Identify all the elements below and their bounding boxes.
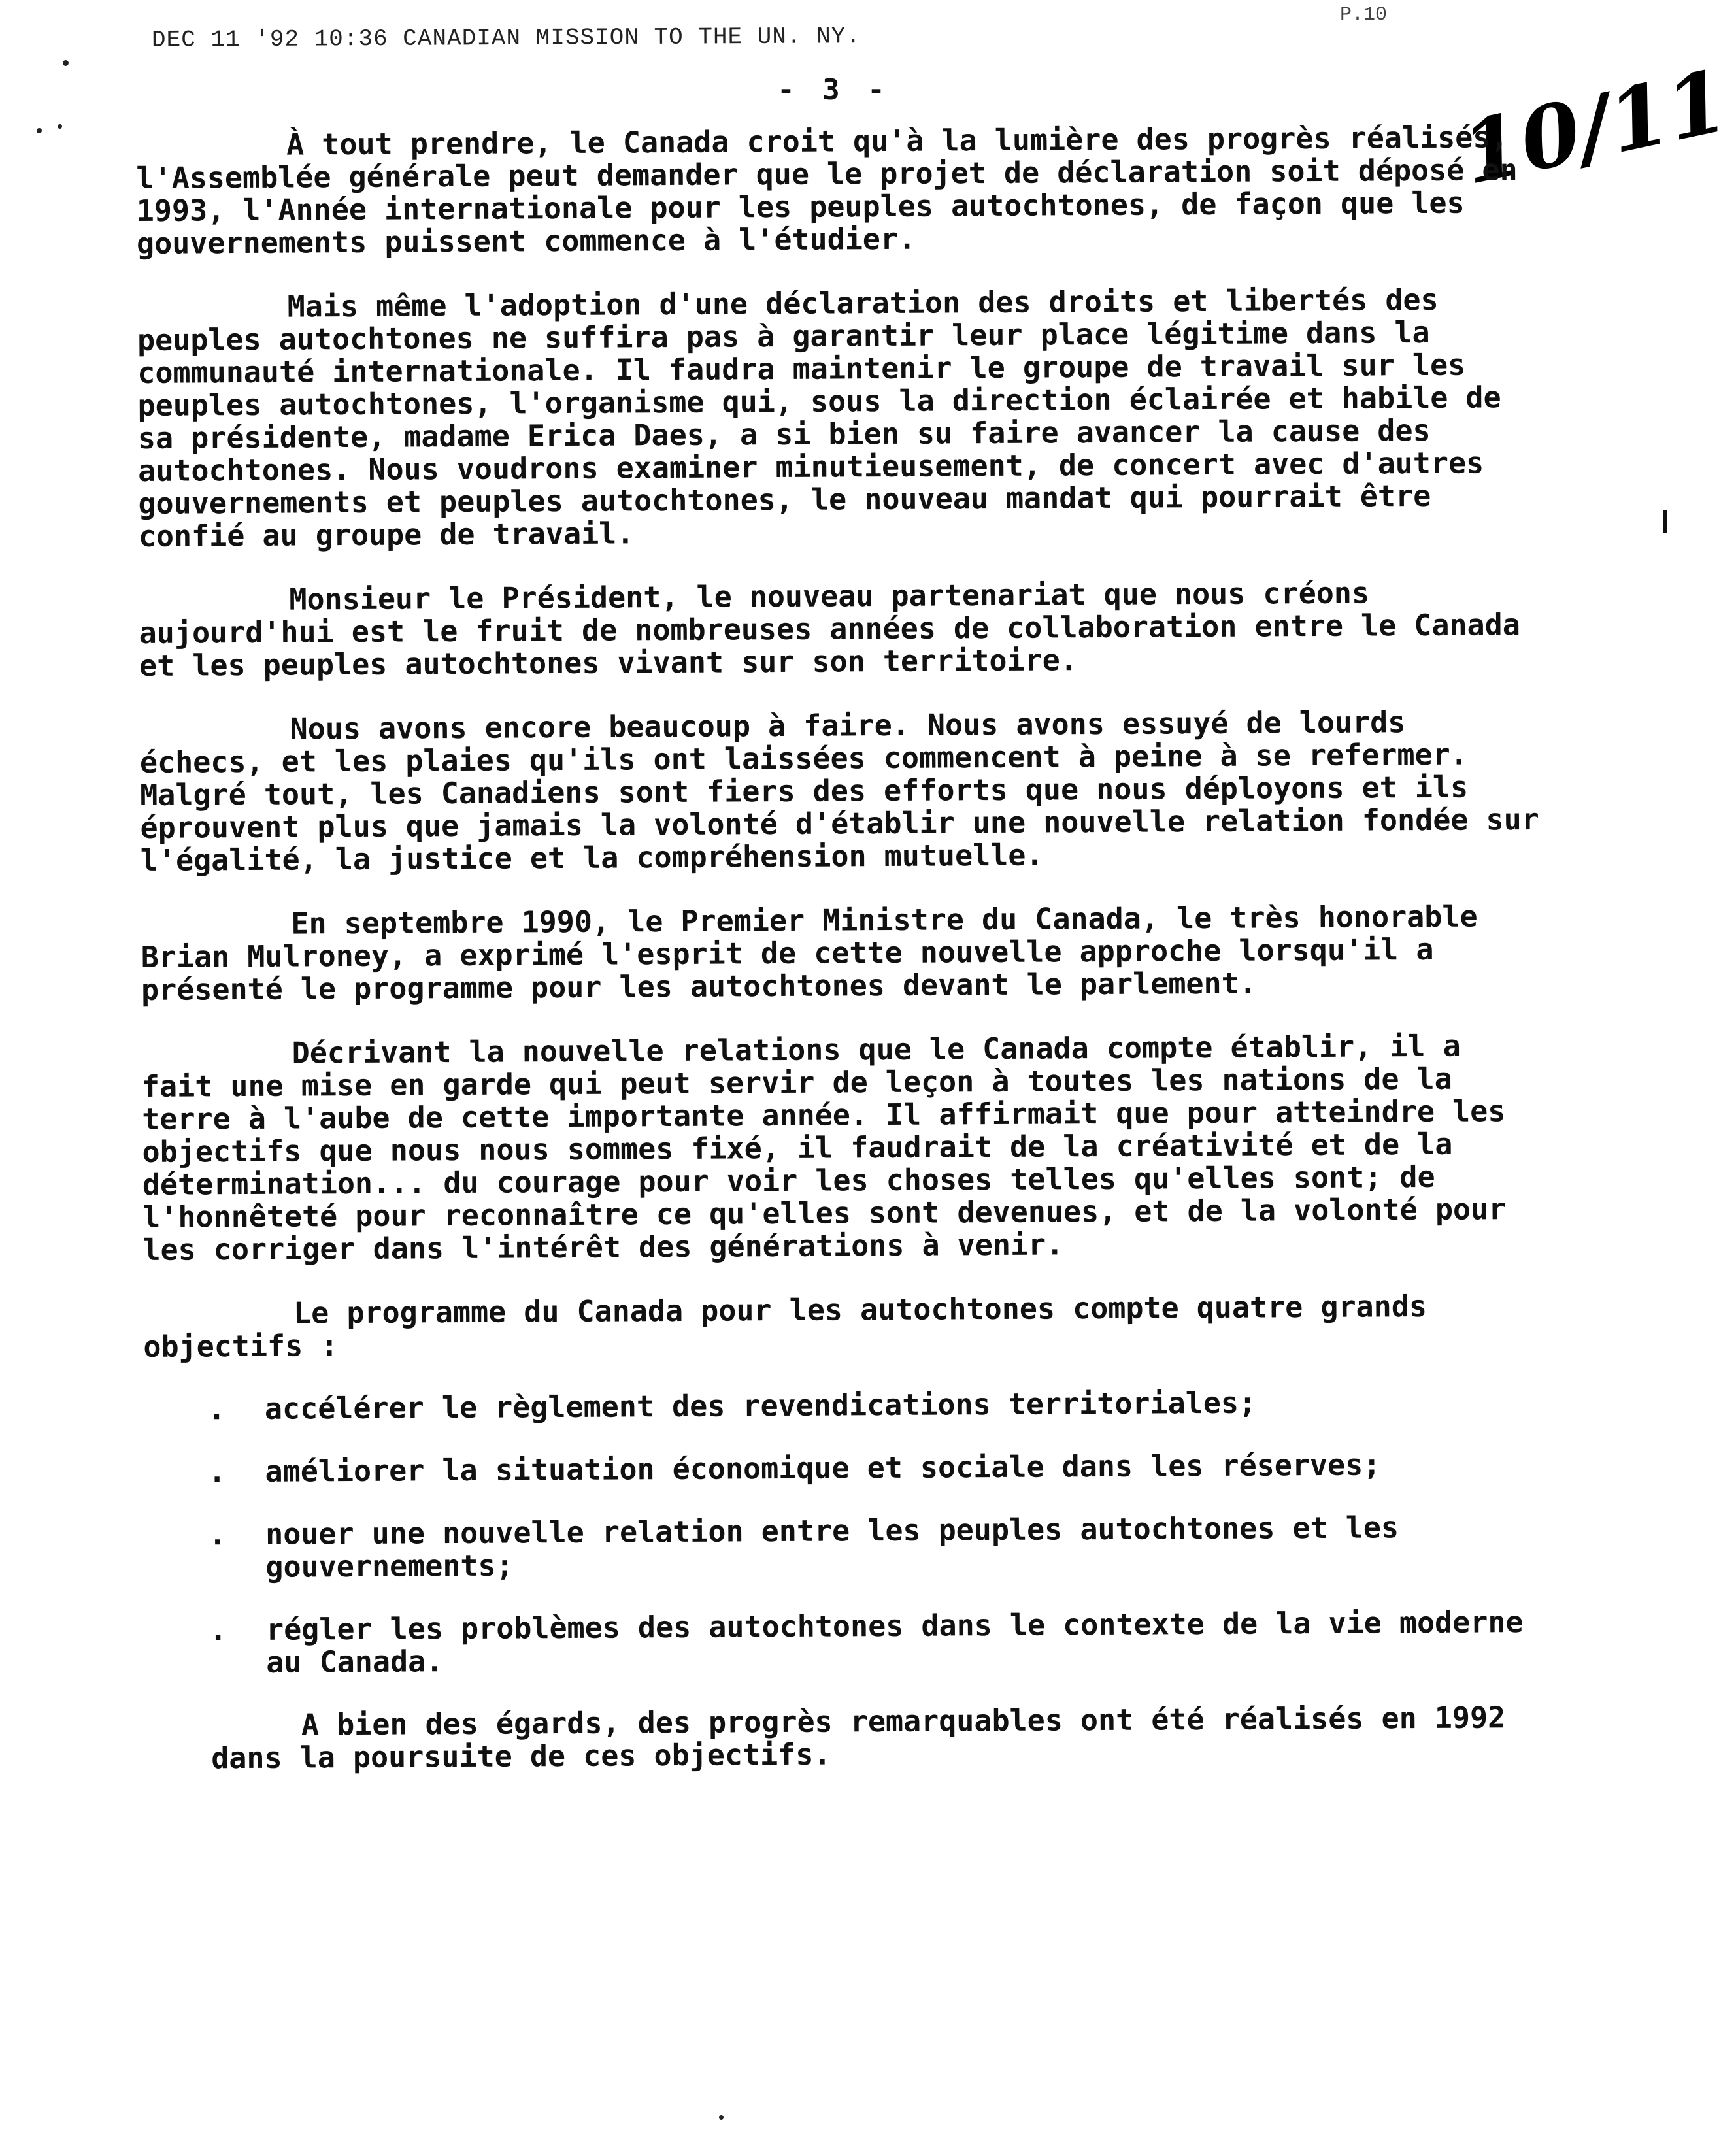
scan-speck — [63, 60, 69, 66]
paragraph-3: Monsieur le Président, le nouveau partenariat que nous créons aujourd'hui est le fruit de nombreuses années de collaboration entre le Canada et les peuples autochtones vivant sur son territoire. — [139, 575, 1521, 683]
objective-item: . accélérer le règlement des revendications territoriales; — [144, 1385, 1549, 1426]
scan-speck — [58, 124, 62, 129]
page-number: - 3 - — [777, 73, 890, 107]
scan-speck — [719, 2115, 724, 2120]
handwritten-page-mark: 10/11 — [1453, 50, 1736, 204]
paragraph-5: En septembre 1990, le Premier Ministre du Canada, le très honorable Brian Mulroney, a exprimé l'esprit de cette nouvelle approche lorsqu'il a présenté le programme pour les autochtones devant le parlement. — [141, 899, 1478, 1007]
paragraph-2: Mais même l'adoption d'une déclaration des droits et libertés des peuples autochtones ne suffira pas à garantir leur place légitime dans la communauté internationale. Il faudra maintenir le groupe de travail sur les peuples autochtones, l'organisme qui, sous la direction éclairée et habile de sa présidente, madame Erica Daes, a si bien su faire avancer la cause des autochtones. Nous voudrons examiner minutieusement, de concert avec d'autres gouvernements et peuples autochtones, le nouveau mandat qui pourrait être confié au groupe de travail. — [137, 282, 1501, 554]
document-body — [136, 121, 1552, 1806]
paragraph-4: Nous avons encore beaucoup à faire. Nous avons essuyé de lourds échecs, et les plaies qu'ils ont laissées commencent à peine à se refermer. Malgré tout, les Canadiens sont fiers des efforts que nous déployons et ils éprouvent plus que jamais la volonté d'établir une nouvelle relation fondée sur l'égalité, la justice et la compréhension mutuelle. — [139, 705, 1539, 878]
closing-paragraph: A bien des égards, des progrès remarquables ont été réalisés en 1992 dans la poursuite de ces objectifs. — [211, 1700, 1506, 1776]
objectives-list — [144, 1385, 1551, 1680]
scan-speck — [37, 128, 42, 133]
paragraph-7: Le programme du Canada pour les autochtones compte quatre grands objectifs : — [143, 1288, 1427, 1364]
objective-item: . régler les problèmes des autochtones dans le contexte de la vie moderne au Canada. — [145, 1606, 1551, 1680]
paragraph-6: Décrivant la nouvelle relations que le Canada compte établir, il a fait une mise en garde qui peut servir de leçon à toutes les nations de la terre à l'aube de cette importante année. Il affirmait que pour atteindre les objectifs que nous nous sommes fixé, il faudrait de la créativité et de la détermination... du courage pour voir les choses telles qu'elles sont; de l'honnêteté pour reconnaître ce qu'elles sont devenues, et de la volonté pour les corriger dans l'intérêt des générations à venir. — [141, 1028, 1507, 1267]
objective-item: . nouer une nouvelle relation entre les peuples autochtones et les gouvernements; — [144, 1510, 1550, 1584]
scan-edge-mark — [1663, 510, 1667, 533]
fax-header-line: DEC 11 '92 10:36 CANADIAN MISSION TO THE UN. NY. — [151, 23, 861, 54]
paragraph-1: À tout prendre, le Canada croit qu'à la lumière des progrès réalisés, l'Assemblée générale peut demander que le projet de déclaration soit déposé en 1993, l'Année internationale pour les peuples autochtones, de façon que les gouvernements puissent commence à l'étudier. — [136, 120, 1518, 261]
fax-page-code: P.10 — [1340, 4, 1388, 26]
objective-item: . améliorer la situation économique et sociale dans les réserves; — [144, 1448, 1549, 1489]
